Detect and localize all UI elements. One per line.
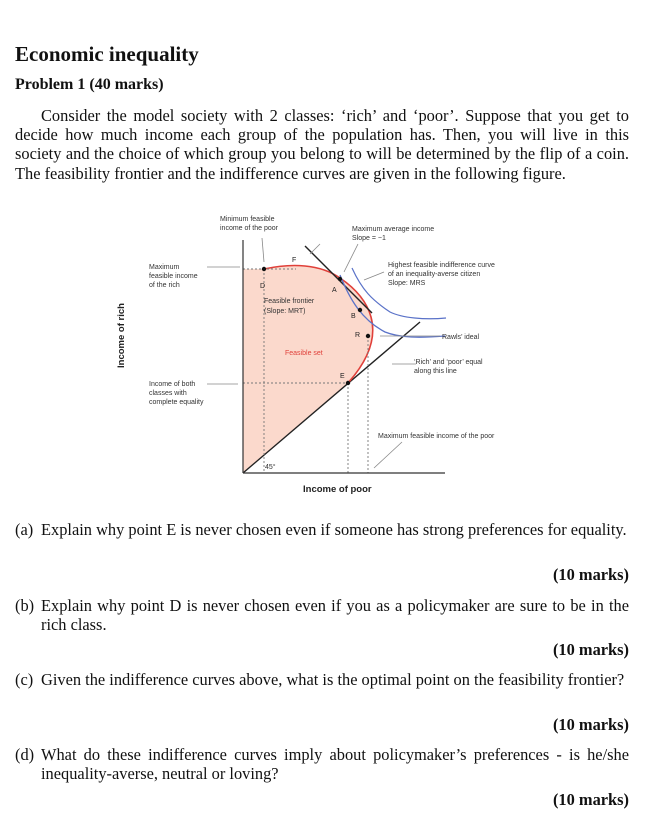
problem-title: Problem 1 (40 marks) <box>15 76 164 93</box>
feasible-set-area <box>243 266 373 473</box>
label-a: A <box>332 287 337 294</box>
question-b-label: (b) <box>15 596 35 615</box>
question-b <box>15 596 629 634</box>
point-d <box>262 267 266 271</box>
question-d-marks: (10 marks) <box>552 790 629 809</box>
max-poor-note: Maximum feasible income of the poor <box>378 433 495 440</box>
question-d-text: What do these indifference curves imply about policymaker’s preferences - is he/she inequality-averse, neutral or loving? <box>41 745 629 784</box>
question-c-marks: (10 marks) <box>552 715 629 734</box>
label-f: F <box>292 257 297 264</box>
problem-intro: Consider the model society with 2 classes: ‘rich’ and ‘poor’. Suppose that you get to decide how much income each group of the population has. Then, you will live in this society and the choice of which group you belong to will be determined by the flip of a coin. The feasibility frontier and the indifference curves are given in the following figure. <box>15 106 629 183</box>
question-a-marks: (10 marks) <box>552 565 629 584</box>
label-r: R <box>355 332 361 339</box>
question-d-label: (d) <box>15 745 35 764</box>
point-e <box>346 381 350 385</box>
question-c-label: (c) <box>15 670 34 689</box>
x-axis-label: Income of poor <box>303 484 372 495</box>
rawls-note: Rawls’ ideal <box>442 334 480 341</box>
point-a <box>338 277 342 281</box>
question-a <box>15 520 629 539</box>
angle-label: 45° <box>265 464 276 471</box>
equality-note: Income of both classes with complete equality <box>149 381 204 406</box>
max-rich-note: Maximum feasible income of the rich <box>149 264 198 289</box>
section-title: Economic inequality <box>15 42 199 66</box>
max-average-note: Maximum average income Slope = −1 <box>352 226 435 242</box>
label-d: D <box>260 283 266 290</box>
question-c <box>15 670 629 689</box>
question-c-text: Given the indifference curves above, what is the optimal point on the feasibility frontier? <box>41 670 625 689</box>
highest-ic-note: Highest feasible indifference curve of an inequality-averse citizen Slope: MRS <box>388 262 495 287</box>
label-b: B <box>351 313 356 320</box>
feasible-set-label: Feasible set <box>285 350 323 357</box>
point-b <box>358 308 362 312</box>
point-r <box>366 334 370 338</box>
question-a-label: (a) <box>15 520 34 539</box>
question-a-text: Explain why point E is never chosen even if someone has strong preferences for equality. <box>41 520 627 539</box>
question-b-text: Explain why point D is never chosen even if you as a policymaker are sure to be in the rich class. <box>41 596 629 635</box>
equal-line-note: ‘Rich’ and ‘poor’ equal along this line <box>414 359 483 375</box>
label-e: E <box>340 373 345 380</box>
frontier-note: Feasible frontier (Slope: MRT) <box>264 298 315 315</box>
y-axis-label: Income of rich <box>116 303 127 368</box>
question-d <box>15 745 629 783</box>
min-poor-note: Minimum feasible income of the poor <box>220 216 278 232</box>
question-b-marks: (10 marks) <box>552 640 629 659</box>
